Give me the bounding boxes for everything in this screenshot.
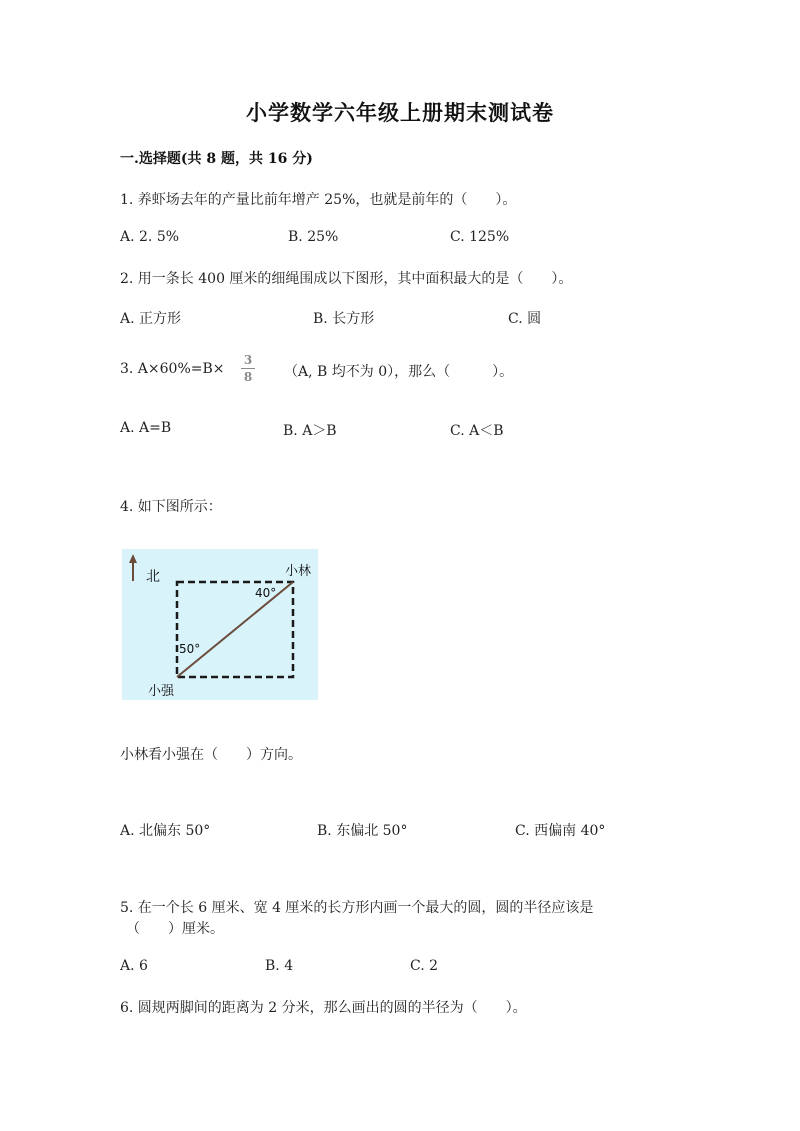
question-3-option-a: A. A=B [120, 420, 172, 436]
angle-50-label: 50° [179, 642, 201, 656]
question-5-text-line-2: （ ）厘米。 [126, 921, 224, 937]
question-4-option-c: C. 西偏南 40° [515, 823, 606, 839]
question-2-text: 2. 用一条长 400 厘米的细绳围成以下图形，其中面积最大的是（ ）。 [120, 271, 573, 287]
fraction-denominator: 8 [243, 370, 253, 384]
question-1-text: 1. 养虾场去年的产量比前年增产 25%，也就是前年的（ ）。 [120, 192, 517, 208]
direction-diagram [122, 549, 318, 700]
fraction-bar [241, 368, 255, 369]
question-4-option-a: A. 北偏东 50° [120, 823, 211, 839]
question-4-option-b: B. 东偏北 50° [317, 823, 408, 839]
fraction-three-eighths [241, 353, 255, 384]
question-4-prompt: 小林看小强在（ ）方向。 [120, 747, 302, 763]
question-3-text-start: 3. A×60%=B× [120, 361, 225, 377]
question-6-text: 6. 圆规两脚间的距离为 2 分米，那么画出的圆的半径为（ ）。 [120, 1000, 527, 1016]
page-title: 小学数学六年级上册期末测试卷 [246, 100, 554, 125]
section-heading: 一.选择题(共 8 题，共 16 分) [120, 151, 313, 167]
xiaoqiang-label: 小强 [148, 684, 175, 699]
question-3-text-end: （A, B 均不为 0），那么（ ）。 [284, 364, 514, 380]
question-1-option-a: A. 2. 5% [120, 229, 180, 245]
question-2-option-a: A. 正方形 [120, 311, 182, 327]
north-arrow-icon [129, 554, 137, 563]
question-5-option-c: C. 2 [410, 958, 439, 974]
question-3-option-b: B. A＞B [283, 423, 337, 439]
direction-figure [122, 549, 318, 700]
question-2-option-c: C. 圆 [508, 311, 542, 327]
fraction-numerator: 3 [243, 353, 253, 367]
question-4-text: 4. 如下图所示： [120, 499, 222, 515]
question-5-option-b: B. 4 [265, 958, 294, 974]
question-3-option-c: C. A＜B [450, 423, 504, 439]
question-5-option-a: A. 6 [120, 958, 148, 974]
angle-40-label: 40° [255, 586, 277, 600]
question-1-option-b: B. 25% [288, 229, 339, 245]
question-2-option-b: B. 长方形 [313, 311, 375, 327]
question-1-option-c: C. 125% [450, 229, 510, 245]
north-label: 北 [146, 569, 160, 585]
xiaolin-label: 小林 [285, 564, 312, 579]
question-5-text-line-1: 5. 在一个长 6 厘米、宽 4 厘米的长方形内画一个最大的圆，圆的半径应该是 [120, 900, 594, 916]
